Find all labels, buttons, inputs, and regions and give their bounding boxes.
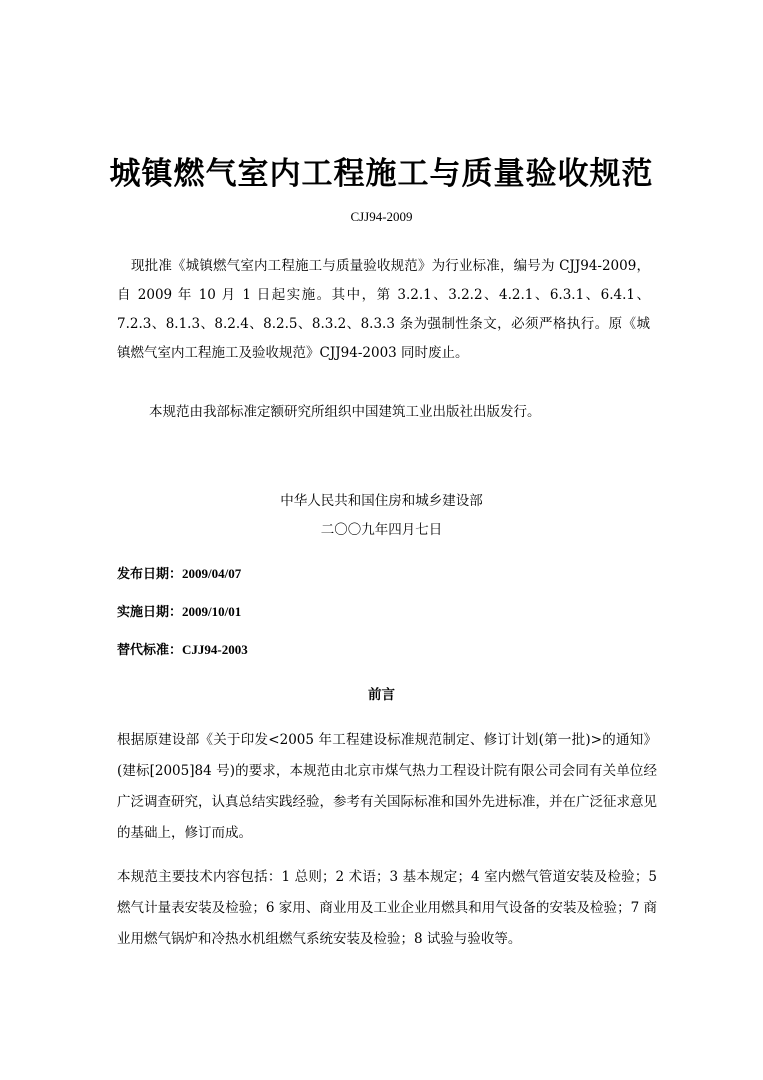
approval-paragraph: 现批准《城镇燃气室内工程施工与质量验收规范》为行业标准，编号为 CJJ94-2009，自 2009 年 10 月 1 日起实施。其中，第 3.2.1、3.2.2、4.2.1、6.3.1、6.4.1、7.2.3、8.1.3、8.2.4、8.2.5、8.3.2、8.3.3 条为强制性条文，必须严格执行。原《城镇燃气室内工程施工及验收规范》CJJ94-2003 同时废止。 bbox=[117, 258, 650, 361]
document-title: 城镇燃气室内工程施工与质量验收规范 bbox=[109, 156, 654, 192]
meta-label: 发布日期： bbox=[117, 567, 183, 582]
meta-effective-date bbox=[117, 601, 241, 620]
publisher-note: 本规范由我部标准定额研究所组织中国建筑工业出版社出版发行。 bbox=[149, 404, 541, 420]
foreword-paragraph: 本规范主要技术内容包括：1 总则；2 术语；3 基本规定；4 室内燃气管道安装及检验；5 燃气计量表安装及检验；6 家用、商业用及工业企业用燃具和用气设备的安装及检验；7 商业用燃气锅炉和冷热水机组燃气系统安装及检验；8 试验与验收等。 bbox=[117, 869, 657, 947]
meta-release-date bbox=[117, 563, 241, 582]
issuing-ministry: 中华人民共和国住房和城乡建设部 bbox=[280, 493, 483, 509]
meta-value: 2009/04/07 bbox=[182, 566, 242, 581]
meta-replaced-standard bbox=[117, 639, 248, 658]
foreword-paragraph: 根据原建设部《关于印发<2005 年工程建设标准规范制定、修订计划(第一批)>的通知》(建标[2005]84 号)的要求，本规范由北京市煤气热力工程设计院有限公司会同有关单位经广泛调查研究，认真总结实践经验，参考有关国际标准和国外先进标准，并在广泛征求意见的基础上，修订而成。 bbox=[117, 732, 657, 841]
standard-code: CJJ94-2009 bbox=[350, 209, 413, 224]
meta-value: CJJ94-2003 bbox=[182, 642, 248, 657]
meta-label: 替代标准： bbox=[117, 643, 183, 658]
meta-value: 2009/10/01 bbox=[182, 604, 242, 619]
meta-label: 实施日期： bbox=[117, 605, 183, 620]
issue-date: 二〇〇九年四月七日 bbox=[320, 522, 443, 538]
foreword-heading: 前言 bbox=[368, 687, 395, 703]
